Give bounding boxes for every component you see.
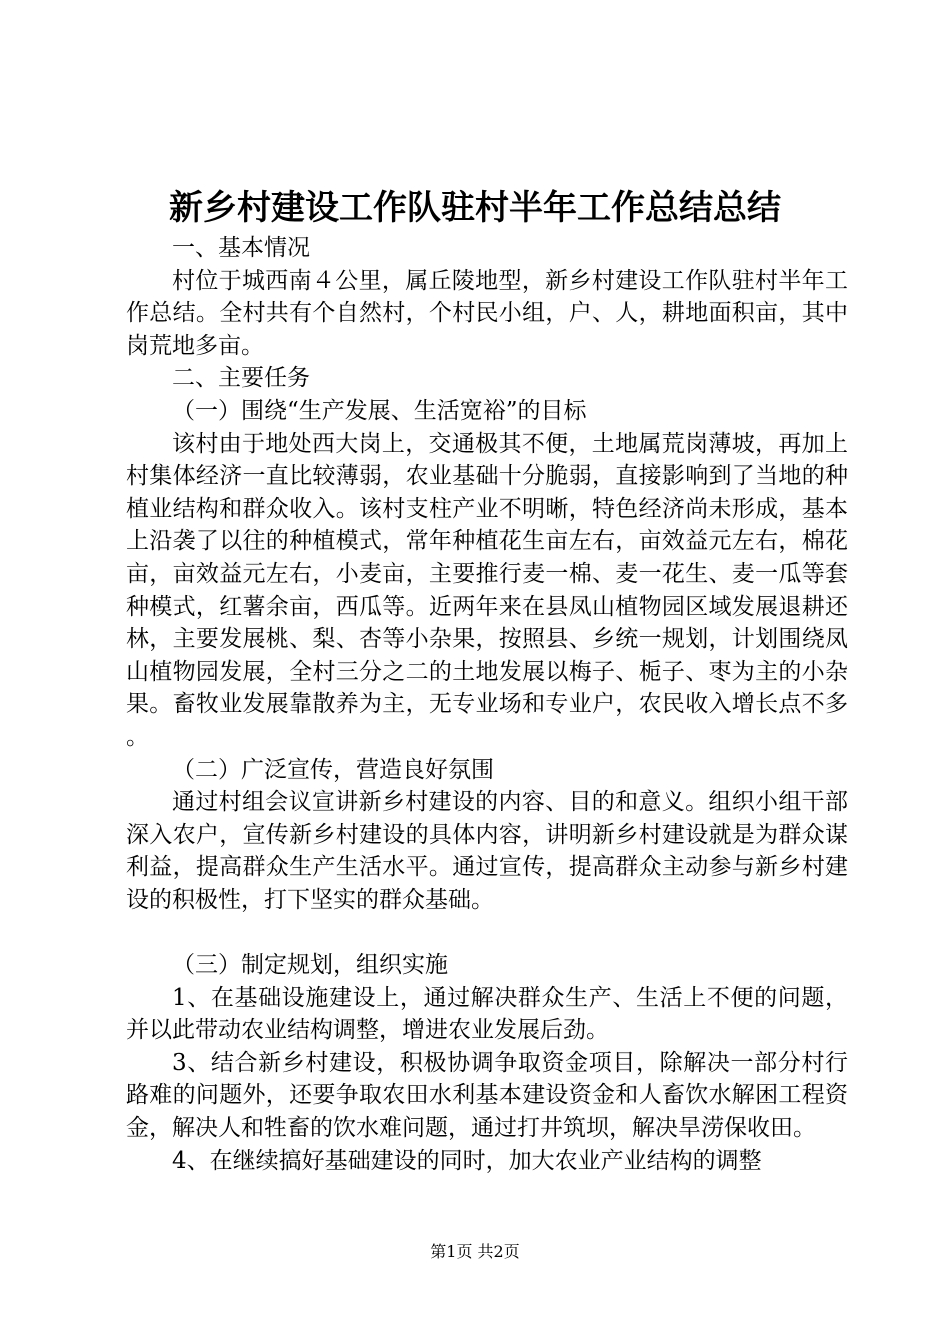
- paragraph-publicity: 通过村组会议宣讲新乡村建设的内容、目的和意义。组织小组干部深入农户，宣传新乡村建设的具体内容，讲明新乡村建设就是为群众谋利益，提高群众生产生活水平。通过宣传，提高群众主动参与新乡村建设的积极性，打下坚实的群众基础。: [126, 789, 848, 913]
- paragraph-item-1: 1、在基础设施建设上，通过解决群众生产、生活上不便的问题，并以此带动农业结构调整，增进农业发展后劲。: [126, 984, 848, 1044]
- document-body: [126, 232, 848, 1177]
- page-number-label: 第1页 共2页: [430, 1242, 520, 1261]
- paragraph-village-situation: 该村由于地处西大岗上，交通极其不便，土地属荒岗薄坡，再加上村集体经济一直比较薄弱，农业基础十分脆弱，直接影响到了当地的种植业结构和群众收入。该村支柱产业不明晰，特色经济尚未形成，基本上沿袭了以往的种植模式，常年种植花生亩左右，亩效益元左右，棉花亩，亩效益元左右，小麦亩，主要推行麦一棉、麦一花生、麦一瓜等套种模式，红薯余亩，西瓜等。近两年来在县凤山植物园区域发展退耕还林，主要发展桃、梨、杏等小杂果，按照县、乡统一规划，计划围绕凤山植物园发展，全村三分之二的土地发展以梅子、栀子、枣为主的小杂果。畜牧业发展靠散养为主，无专业场和专业户，农民收入增长点不多。: [126, 430, 848, 750]
- subheading-planning: （三）制定规划，组织实施: [172, 952, 448, 979]
- paragraph-spacer: [126, 916, 848, 949]
- section-heading-main-tasks: 二、主要任务: [172, 365, 310, 392]
- document-title: 新乡村建设工作队驻村半年工作总结总结: [169, 188, 781, 228]
- page-footer: [0, 1240, 950, 1264]
- subheading-goal: （一）围绕“生产发展、生活宽裕”的目标: [172, 397, 587, 424]
- paragraph-item-3: 3、结合新乡村建设，积极协调争取资金项目，除解决一部分村行路难的问题外，还要争取农田水利基本建设资金和人畜饮水解困工程资金，解决人和牲畜的饮水难问题，通过打井筑坝，解决旱涝保收田。: [126, 1049, 848, 1142]
- paragraph-item-4: 4、在继续搞好基础建设的同时，加大农业产业结构的调整: [172, 1147, 762, 1174]
- section-heading-basic-info: 一、基本情况: [172, 235, 310, 261]
- paragraph-basic-info: 村位于城西南４公里，属丘陵地型，新乡村建设工作队驻村半年工作总结。全村共有个自然村，个村民小组，户、人，耕地面积亩，其中岗荒地多亩。: [126, 267, 848, 359]
- subheading-publicity: （二）广泛宣传，营造良好氛围: [172, 756, 494, 783]
